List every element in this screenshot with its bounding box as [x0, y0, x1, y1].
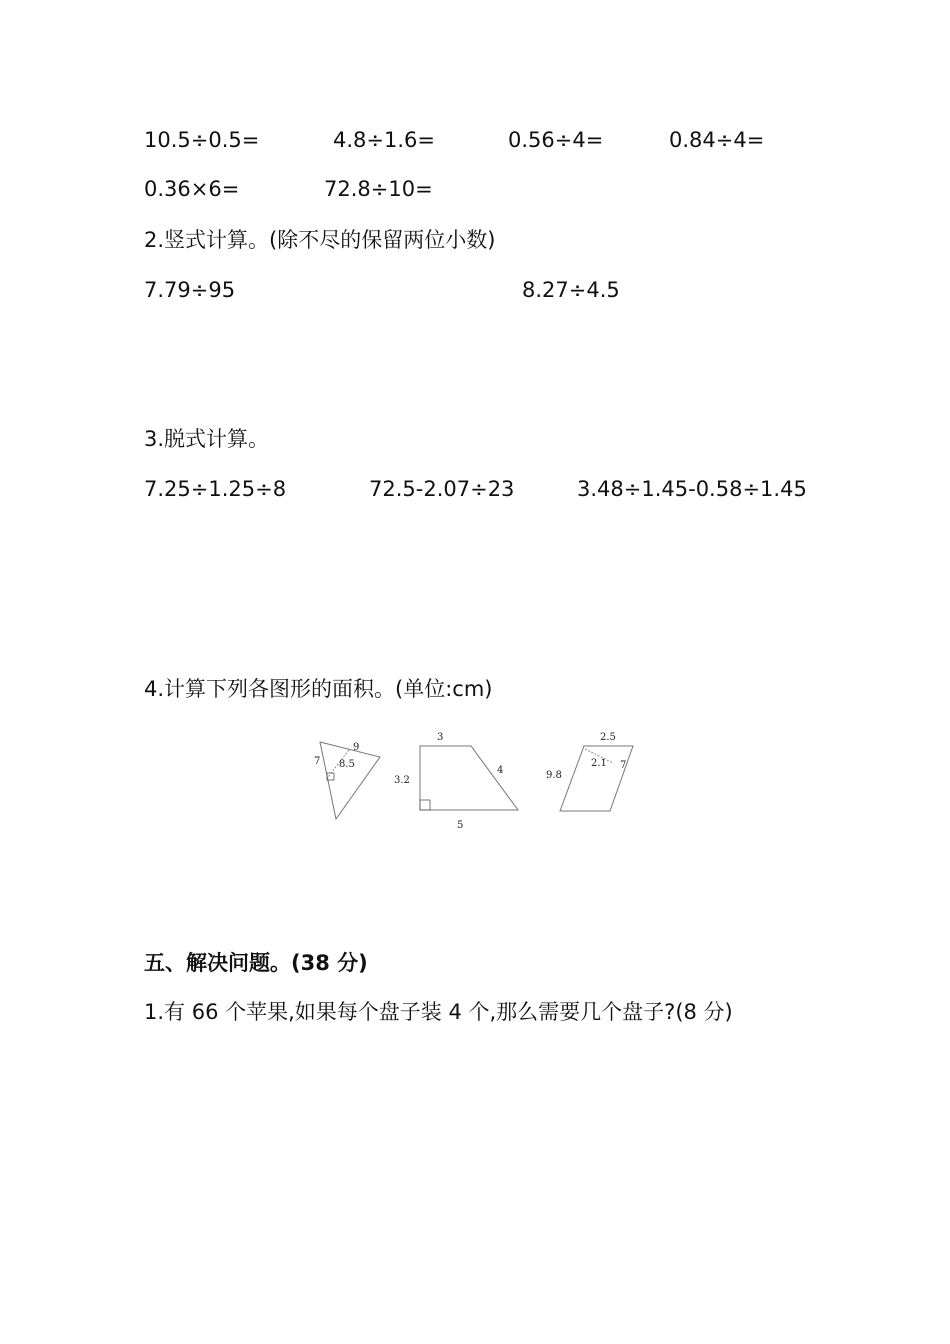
section5-heading: 五、解决问题。(38 分) — [144, 951, 368, 975]
calc-item: 0.56÷4= — [508, 128, 604, 152]
step-calc-item: 72.5-2.07÷23 — [369, 477, 515, 501]
step-calc-item: 3.48÷1.45-0.58÷1.45 — [577, 477, 807, 501]
step-calc-item: 7.25÷1.25÷8 — [144, 477, 287, 501]
parallelogram-figure — [546, 732, 633, 811]
triangle-height-label: 8.5 — [339, 759, 355, 770]
trapezoid-figure — [394, 732, 518, 831]
parallelogram-height-label: 2.1 — [591, 758, 607, 769]
problem-1: 1.有 66 个苹果,如果每个盘子装 4 个,那么需要几个盘子?(8 分) — [144, 1000, 733, 1024]
parallelogram-top-label: 2.5 — [600, 732, 616, 743]
calc-item: 72.8÷10= — [324, 177, 433, 201]
trapezoid-top-label: 3 — [437, 732, 444, 743]
q2-heading: 2.竖式计算。(除不尽的保留两位小数) — [144, 228, 496, 252]
calc-item: 0.36×6= — [144, 177, 240, 201]
parallelogram-left-label: 9.8 — [546, 770, 562, 781]
calc-item: 4.8÷1.6= — [333, 128, 435, 152]
q3-heading: 3.脱式计算。 — [144, 427, 270, 451]
trapezoid-height-label: 3.2 — [394, 775, 410, 786]
triangle-figure — [314, 742, 380, 819]
trapezoid-bottom-label: 5 — [457, 820, 464, 831]
area-figures — [300, 722, 650, 840]
triangle-top-label: 9 — [353, 742, 360, 753]
calc-item: 10.5÷0.5= — [144, 128, 260, 152]
parallelogram-side-label: 7 — [620, 760, 627, 771]
q4-heading: 4.计算下列各图形的面积。(单位:cm) — [144, 677, 493, 701]
triangle-left-label: 7 — [314, 756, 321, 767]
vertical-calc-item: 7.79÷95 — [144, 278, 236, 302]
vertical-calc-item: 8.27÷4.5 — [522, 278, 620, 302]
trapezoid-slant-label: 4 — [497, 765, 504, 776]
calc-item: 0.84÷4= — [669, 128, 765, 152]
